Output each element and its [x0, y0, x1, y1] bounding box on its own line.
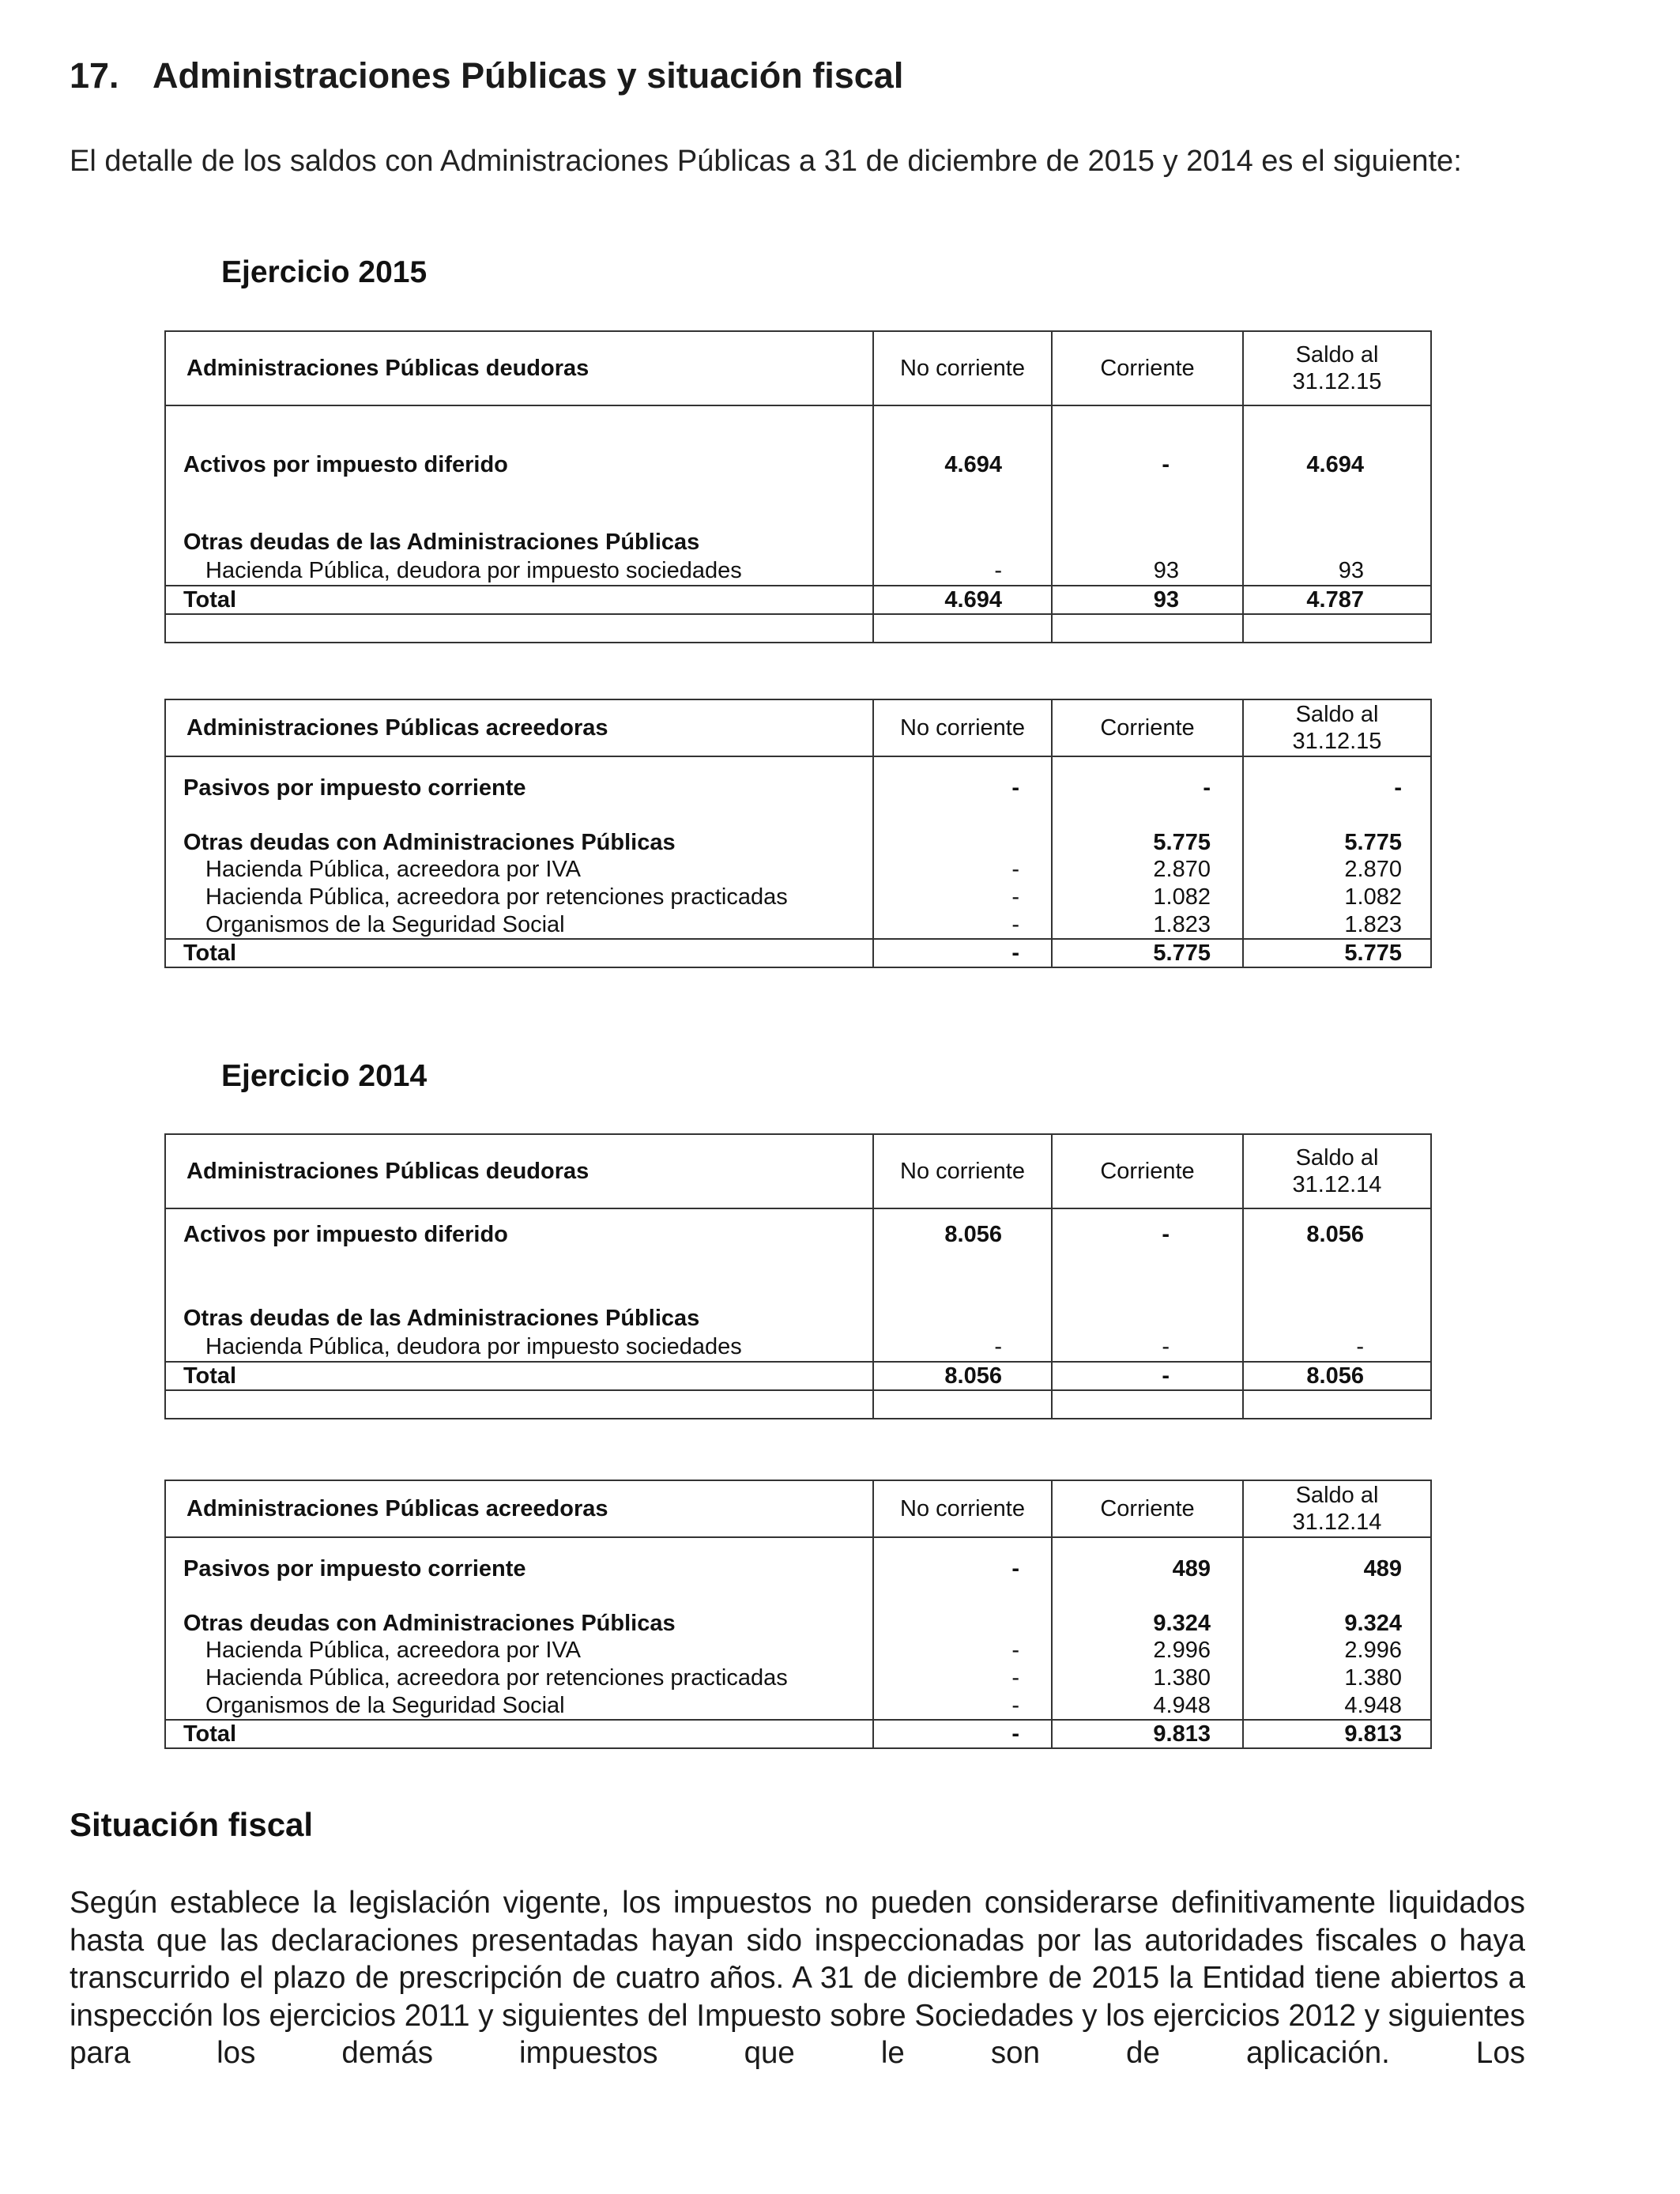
- table-row: [165, 1537, 1431, 1600]
- table-2015-acreedoras: [164, 699, 1432, 968]
- col-header-saldo-label: Saldo al: [1295, 342, 1379, 368]
- col-header-corriente: Corriente: [1052, 331, 1243, 405]
- cell-corriente: 93: [1052, 557, 1243, 586]
- table-row: [165, 756, 1431, 820]
- total-row: [165, 1362, 1431, 1390]
- table-row: [165, 1637, 1431, 1664]
- cell-corriente: 1.380: [1052, 1664, 1243, 1692]
- cell-no-corriente: 8.056: [873, 1208, 1052, 1261]
- cell-no-corriente: -: [873, 1333, 1052, 1362]
- cell-no-corriente: -: [873, 1720, 1052, 1748]
- row-label: Activos por impuesto diferido: [165, 1208, 873, 1261]
- cell-saldo: 8.056: [1243, 1208, 1431, 1261]
- section-title: [70, 55, 903, 96]
- cell-saldo: 489: [1243, 1537, 1431, 1600]
- table-row: [165, 1600, 1431, 1637]
- cell-no-corriente: -: [873, 856, 1052, 884]
- row-label: Hacienda Pública, acreedora por IVA: [165, 856, 873, 884]
- cell-no-corriente: 4.694: [873, 405, 1052, 488]
- row-label: Total: [165, 1720, 873, 1748]
- cell-saldo: -: [1243, 756, 1431, 820]
- row-label: Organismos de la Seguridad Social: [165, 1692, 873, 1720]
- cell-no-corriente: -: [873, 884, 1052, 911]
- cell-saldo: 1.380: [1243, 1664, 1431, 1692]
- cell-saldo: 8.056: [1243, 1362, 1431, 1390]
- intro-paragraph: El detalle de los saldos con Administraciones Públicas a 31 de diciembre de 2015 y 2014 es el siguiente:: [70, 145, 1462, 178]
- col-header-no-corriente: No corriente: [873, 1480, 1052, 1537]
- cell-no-corriente: -: [873, 939, 1052, 967]
- table-row: [165, 488, 1431, 557]
- col-header-saldo: [1243, 331, 1431, 405]
- cell-no-corriente: -: [873, 911, 1052, 939]
- cell-saldo: 4.948: [1243, 1692, 1431, 1720]
- table-row: [165, 1261, 1431, 1333]
- col-header-no-corriente: No corriente: [873, 331, 1052, 405]
- row-label: Hacienda Pública, deudora por impuesto sociedades: [165, 1333, 873, 1362]
- cell-no-corriente: 4.694: [873, 586, 1052, 614]
- row-label: Total: [165, 1362, 873, 1390]
- cell-no-corriente: -: [873, 557, 1052, 586]
- row-label: Hacienda Pública, acreedora por retenciones practicadas: [165, 1664, 873, 1692]
- table-row: [165, 1333, 1431, 1362]
- cell-no-corriente: 8.056: [873, 1362, 1052, 1390]
- cell-saldo: 4.694: [1243, 405, 1431, 488]
- cell-corriente: 4.948: [1052, 1692, 1243, 1720]
- row-label: Hacienda Pública, deudora por impuesto sociedades: [165, 557, 873, 586]
- empty-row: [165, 614, 1431, 643]
- section-number: 17.: [70, 55, 119, 96]
- cell-corriente: 2.870: [1052, 856, 1243, 884]
- cell-corriente: 489: [1052, 1537, 1243, 1600]
- cell-corriente: 93: [1052, 586, 1243, 614]
- table-row: [165, 1664, 1431, 1692]
- cell-corriente: 9.324: [1052, 1600, 1243, 1637]
- row-label: Total: [165, 939, 873, 967]
- cell-corriente: 5.775: [1052, 939, 1243, 967]
- cell-corriente: -: [1052, 405, 1243, 488]
- table-row: [165, 1208, 1431, 1261]
- col-header-saldo-date: 31.12.15: [1292, 369, 1382, 394]
- cell-no-corriente: -: [873, 1692, 1052, 1720]
- cell-saldo: 4.787: [1243, 586, 1431, 614]
- col-header-concept: Administraciones Públicas deudoras: [165, 331, 873, 405]
- total-row: [165, 1720, 1431, 1748]
- cell-corriente: 5.775: [1052, 820, 1243, 856]
- col-header-saldo: [1243, 1134, 1431, 1208]
- cell-corriente: 1.823: [1052, 911, 1243, 939]
- col-header-no-corriente: No corriente: [873, 1134, 1052, 1208]
- heading-situacion-fiscal: Situación fiscal: [70, 1806, 314, 1843]
- cell-no-corriente: [873, 1600, 1052, 1637]
- col-header-corriente: Corriente: [1052, 1480, 1243, 1537]
- row-label: Otras deudas de las Administraciones Públicas: [165, 1261, 873, 1333]
- cell-saldo: 2.996: [1243, 1637, 1431, 1664]
- cell-saldo: 5.775: [1243, 939, 1431, 967]
- row-label: Otras deudas con Administraciones Públicas: [165, 1600, 873, 1637]
- table-2014-acreedoras: [164, 1480, 1432, 1749]
- col-header-saldo-label: Saldo al: [1295, 702, 1379, 727]
- cell-no-corriente: -: [873, 1537, 1052, 1600]
- cell-no-corriente: -: [873, 1664, 1052, 1692]
- table-2014-deudoras: [164, 1133, 1432, 1419]
- cell-corriente: -: [1052, 1333, 1243, 1362]
- row-label: Otras deudas con Administraciones Públicas: [165, 820, 873, 856]
- table-row: [165, 557, 1431, 586]
- row-label: Hacienda Pública, acreedora por IVA: [165, 1637, 873, 1664]
- cell-saldo: -: [1243, 1333, 1431, 1362]
- table-row: [165, 856, 1431, 884]
- table-2015-deudoras: [164, 330, 1432, 643]
- col-header-saldo-date: 31.12.15: [1292, 729, 1382, 754]
- cell-saldo: 93: [1243, 557, 1431, 586]
- col-header-saldo-date: 31.12.14: [1292, 1510, 1382, 1535]
- row-label: Organismos de la Seguridad Social: [165, 911, 873, 939]
- table-row: [165, 884, 1431, 911]
- col-header-saldo: [1243, 699, 1431, 756]
- col-header-saldo: [1243, 1480, 1431, 1537]
- cell-no-corriente: [873, 820, 1052, 856]
- col-header-saldo-label: Saldo al: [1295, 1145, 1379, 1171]
- row-label: Hacienda Pública, acreedora por retenciones practicadas: [165, 884, 873, 911]
- cell-no-corriente: -: [873, 756, 1052, 820]
- heading-ejercicio-2015: Ejercicio 2015: [221, 255, 428, 289]
- table-row: [165, 820, 1431, 856]
- row-label: Otras deudas de las Administraciones Públicas: [165, 488, 873, 557]
- cell-saldo: 1.082: [1243, 884, 1431, 911]
- table-row: [165, 405, 1431, 488]
- col-header-concept: Administraciones Públicas acreedoras: [165, 699, 873, 756]
- cell-corriente: 1.082: [1052, 884, 1243, 911]
- col-header-no-corriente: No corriente: [873, 699, 1052, 756]
- row-label: Pasivos por impuesto corriente: [165, 1537, 873, 1600]
- row-label: Pasivos por impuesto corriente: [165, 756, 873, 820]
- cell-corriente: -: [1052, 1208, 1243, 1261]
- cell-saldo: 9.813: [1243, 1720, 1431, 1748]
- col-header-corriente: Corriente: [1052, 1134, 1243, 1208]
- total-row: [165, 586, 1431, 614]
- col-header-saldo-date: 31.12.14: [1292, 1172, 1382, 1197]
- row-label: Total: [165, 586, 873, 614]
- table-row: [165, 911, 1431, 939]
- col-header-corriente: Corriente: [1052, 699, 1243, 756]
- cell-saldo: 2.870: [1243, 856, 1431, 884]
- cell-saldo: 9.324: [1243, 1600, 1431, 1637]
- empty-row: [165, 1390, 1431, 1419]
- section-title-text: Administraciones Públicas y situación fiscal: [153, 55, 904, 96]
- situacion-fiscal-paragraph: Según establece la legislación vigente, los impuestos no pueden considerarse definitivamente liquidados hasta que las declaraciones presentadas hayan sido inspeccionadas por las autoridades fiscales o haya transcurrido el plazo de prescripción de cuatro años. A 31 de diciembre de 2015 la Entidad tiene abiertos a inspección los ejercicios 2011 y siguientes del Impuesto sobre Sociedades y los ejercicios 2012 y siguientes para los demás impuestos que le son de aplicación. Los: [70, 1886, 1525, 2070]
- cell-saldo: 5.775: [1243, 820, 1431, 856]
- row-label: Activos por impuesto diferido: [165, 405, 873, 488]
- total-row: [165, 939, 1431, 967]
- cell-no-corriente: -: [873, 1637, 1052, 1664]
- col-header-saldo-label: Saldo al: [1295, 1483, 1379, 1508]
- col-header-concept: Administraciones Públicas acreedoras: [165, 1480, 873, 1537]
- table-row: [165, 1692, 1431, 1720]
- cell-corriente: 2.996: [1052, 1637, 1243, 1664]
- heading-ejercicio-2014: Ejercicio 2014: [221, 1059, 428, 1093]
- cell-corriente: 9.813: [1052, 1720, 1243, 1748]
- cell-corriente: -: [1052, 1362, 1243, 1390]
- col-header-concept: Administraciones Públicas deudoras: [165, 1134, 873, 1208]
- cell-saldo: 1.823: [1243, 911, 1431, 939]
- cell-corriente: -: [1052, 756, 1243, 820]
